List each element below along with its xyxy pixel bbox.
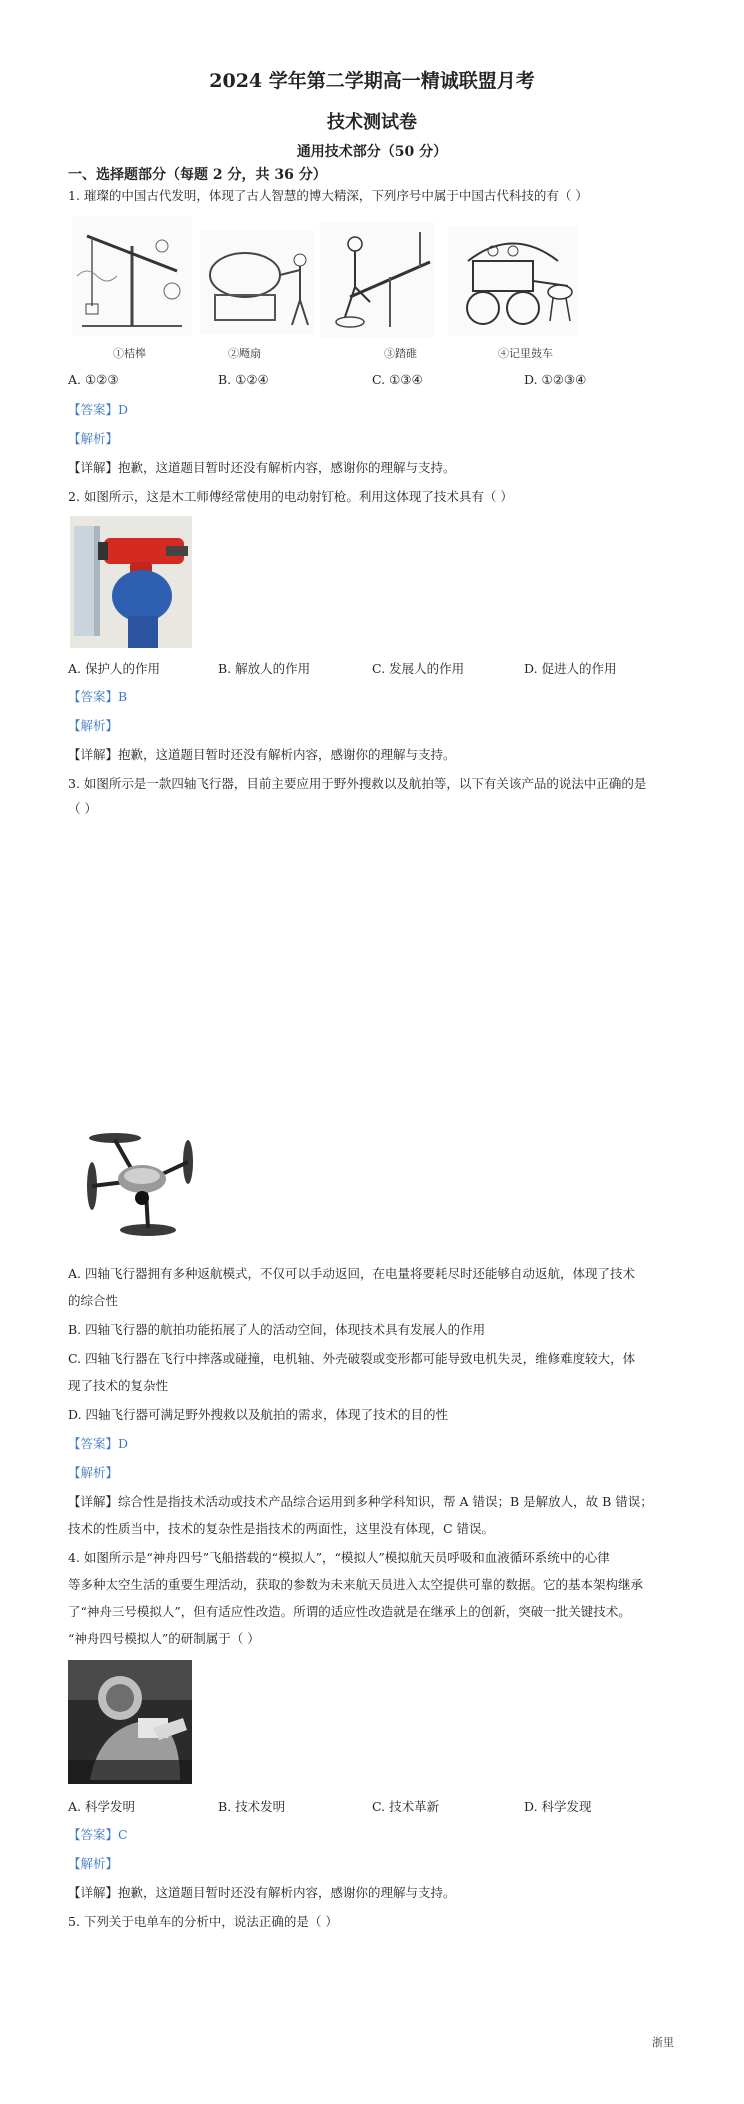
q3-option-c-line2: 现了技术的复杂性 xyxy=(68,1378,169,1393)
part-heading: 通用技术部分（50 分） xyxy=(296,144,448,160)
q1-figure-taduì xyxy=(320,222,435,337)
q1-analysis-label: 【解析】 xyxy=(68,431,119,446)
q3-stem-line1: 3. 如图所示是一款四轴飞行器，目前主要应用于野外搜救以及航拍等，以下有关该产品的说法中正确的是 xyxy=(68,776,647,791)
q2-analysis-label: 【解析】 xyxy=(68,718,119,733)
q3-option-b: B. 四轴飞行器的航拍功能拓展了人的活动空间，体现技术具有发展人的作用 xyxy=(68,1322,486,1337)
q4-stem-line4: “神舟四号模拟人”的研制属于（ ） xyxy=(68,1631,260,1646)
q1-caption-3: ③踏碓 xyxy=(384,347,417,360)
q1-figure-drum-carriage xyxy=(448,226,578,336)
q1-caption-2: ②飏扇 xyxy=(228,347,261,360)
q1-figure-yangshan xyxy=(200,230,315,335)
q2-option-c: C. 发展人的作用 xyxy=(372,661,465,676)
q2-option-a: A. 保护人的作用 xyxy=(68,661,160,676)
q1-answer: 【答案】D xyxy=(68,402,129,417)
q1-detail: 【详解】抱歉，这道题目暂时还没有解析内容，感谢你的理解与支持。 xyxy=(68,460,456,475)
q3-answer: 【答案】D xyxy=(68,1436,129,1451)
q3-analysis-label: 【解析】 xyxy=(68,1465,119,1480)
q4-answer: 【答案】C xyxy=(68,1827,128,1842)
q1-option-b: B. ①②④ xyxy=(218,372,269,387)
q3-option-a-line2: 的综合性 xyxy=(68,1293,119,1308)
q4-option-b: B. 技术发明 xyxy=(218,1799,286,1814)
section-heading: 一、选择题部分（每题 2 分，共 36 分） xyxy=(68,167,327,183)
q3-figure-quadcopter xyxy=(70,1124,215,1246)
q1-stem: 1. 璀璨的中国古代发明，体现了古人智慧的博大精深，下列序号中属于中国古代科技的有（ ） xyxy=(68,188,588,203)
q1-caption-4: ④记里鼓车 xyxy=(498,347,553,360)
q4-analysis-label: 【解析】 xyxy=(68,1856,119,1871)
q4-option-c: C. 技术革新 xyxy=(372,1799,440,1814)
exam-subtitle: 技术测试卷 xyxy=(327,112,417,133)
q4-detail: 【详解】抱歉，这道题目暂时还没有解析内容，感谢你的理解与支持。 xyxy=(68,1885,456,1900)
q2-figure-nail-gun xyxy=(70,516,192,648)
q2-detail: 【详解】抱歉，这道题目暂时还没有解析内容，感谢你的理解与支持。 xyxy=(68,747,456,762)
q3-option-a-line1: A. 四轴飞行器拥有多种返航模式，不仅可以手动返回，在电量将要耗尽时还能够自动返航，体现了技术 xyxy=(68,1266,635,1281)
q4-figure-simulated-human xyxy=(68,1660,192,1784)
q1-option-d: D. ①②③④ xyxy=(524,372,587,387)
q2-option-b: B. 解放人的作用 xyxy=(218,661,311,676)
q1-option-c: C. ①③④ xyxy=(372,372,423,387)
q1-figure-jiegao xyxy=(72,216,192,336)
q4-option-a: A. 科学发明 xyxy=(68,1799,135,1814)
q3-option-d: D. 四轴飞行器可满足野外搜救以及航拍的需求，体现了技术的目的性 xyxy=(68,1407,449,1422)
q2-answer: 【答案】B xyxy=(68,689,128,704)
q4-stem-line1: 4. 如图所示是“神舟四号”飞船搭载的“模拟人”，“模拟人”模拟航天员呼吸和血液循环系统中的心律 xyxy=(68,1550,610,1565)
q3-option-c-line1: C. 四轴飞行器在飞行中摔落或碰撞，电机轴、外壳破裂或变形都可能导致电机失灵，维修难度较大，体 xyxy=(68,1351,636,1366)
q1-option-a: A. ①②③ xyxy=(68,372,119,387)
q3-stem-line2: （ ） xyxy=(68,801,97,816)
q4-stem-line2: 等多种太空生活的重要生理活动，获取的参数为未来航天员进入太空提供可靠的数据。它的基本架构继承 xyxy=(68,1577,644,1592)
q3-detail-line2: 技术的性质当中，技术的复杂性是指技术的两面性，这里没有体现，C 错误。 xyxy=(68,1521,495,1536)
q2-stem: 2. 如图所示，这是木工师傅经常使用的电动射钉枪。利用这体现了技术具有（ ） xyxy=(68,489,513,504)
q4-stem-line3: 了“神舟三号模拟人”，但有适应性改造。所谓的适应性改造就是在继承上的创新，突破一批关键技术。 xyxy=(68,1604,631,1619)
exam-title: 2024 学年第二学期高一精诚联盟月考 xyxy=(209,70,535,92)
q5-stem: 5. 下列关于电单车的分析中，说法正确的是（ ） xyxy=(68,1914,338,1929)
q3-detail-line1: 【详解】综合性是指技术活动或技术产品综合运用到多种学科知识，帮 A 错误；B 是解放人，故 B 错误； xyxy=(68,1494,653,1509)
q2-option-d: D. 促进人的作用 xyxy=(524,661,617,676)
q4-option-d: D. 科学发现 xyxy=(524,1799,592,1814)
page-footer: 浙里 xyxy=(652,2036,674,2049)
q1-caption-1: ①桔槔 xyxy=(113,347,146,360)
